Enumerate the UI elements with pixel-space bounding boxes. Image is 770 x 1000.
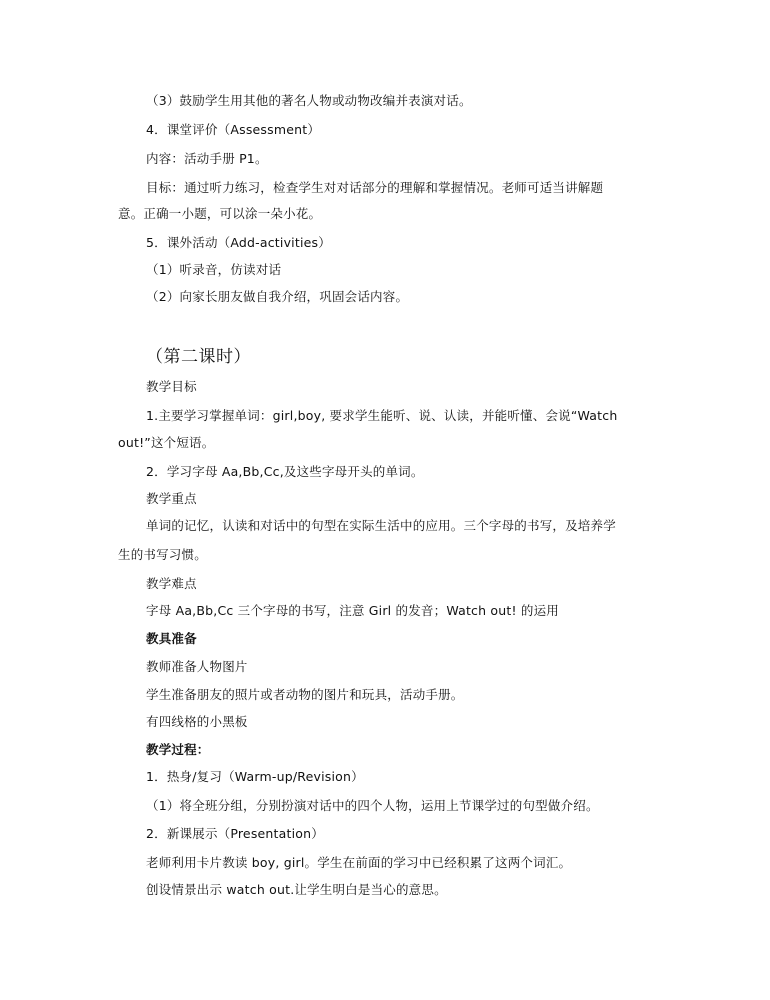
heading-difficult-points: 教学难点 bbox=[146, 576, 197, 591]
heading-teaching-objectives: 教学目标 bbox=[146, 379, 197, 394]
text-line: （2）向家长朋友做自我介绍，巩固会话内容。 bbox=[146, 289, 409, 304]
section-heading-warm-up: 1．热身/复习（Warm-up/Revision） bbox=[146, 769, 364, 784]
text-line: 1.主要学习掌握单词：girl,boy, 要求学生能听、说、认读，并能听懂、会说“Watch bbox=[146, 408, 618, 423]
text-line: 2．学习字母 Aa,Bb,Cc,及这些字母开头的单词。 bbox=[146, 464, 424, 479]
heading-teaching-aids: 教具准备 bbox=[146, 631, 197, 646]
lesson-title: （第二课时） bbox=[146, 347, 251, 367]
text-line: out!”这个短语。 bbox=[118, 435, 215, 450]
text-line: （1）将全班分组，分别扮演对话中的四个人物，运用上节课学过的句型做介绍。 bbox=[146, 798, 599, 813]
text-line: 老师利用卡片教读 boy, girl。学生在前面的学习中已经积累了这两个词汇。 bbox=[146, 855, 572, 870]
section-heading-add-activities: 5．课外活动（Add-activities） bbox=[146, 235, 331, 250]
text-line: （3）鼓励学生用其他的著名人物或动物改编并表演对话。 bbox=[146, 93, 472, 108]
text-line: 生的书写习惯。 bbox=[118, 547, 207, 562]
section-heading-presentation: 2．新课展示（Presentation） bbox=[146, 826, 324, 841]
text-line: 教师准备人物图片 bbox=[146, 659, 248, 674]
text-line: 意。正确一小题，可以涂一朵小花。 bbox=[118, 206, 322, 221]
text-line: 有四线格的小黑板 bbox=[146, 714, 248, 729]
heading-key-points: 教学重点 bbox=[146, 491, 197, 506]
text-line: （1）听录音，仿读对话 bbox=[146, 262, 282, 277]
text-line: 目标：通过听力练习，检查学生对对话部分的理解和掌握情况。老师可适当讲解题 bbox=[146, 180, 604, 195]
text-line: 单词的记忆，认读和对话中的句型在实际生活中的应用。三个字母的书写，及培养学 bbox=[146, 518, 616, 533]
text-line: 学生准备朋友的照片或者动物的图片和玩具，活动手册。 bbox=[146, 687, 464, 702]
text-line: 创设情景出示 watch out.让学生明白是当心的意思。 bbox=[146, 882, 447, 897]
text-line: 内容：活动手册 P1。 bbox=[146, 151, 268, 166]
section-heading-assessment: 4．课堂评价（Assessment） bbox=[146, 122, 321, 137]
heading-teaching-process: 教学过程： bbox=[146, 742, 210, 757]
text-line: 字母 Aa,Bb,Cc 三个字母的书写，注意 Girl 的发音；Watch out! 的运用 bbox=[146, 603, 559, 618]
